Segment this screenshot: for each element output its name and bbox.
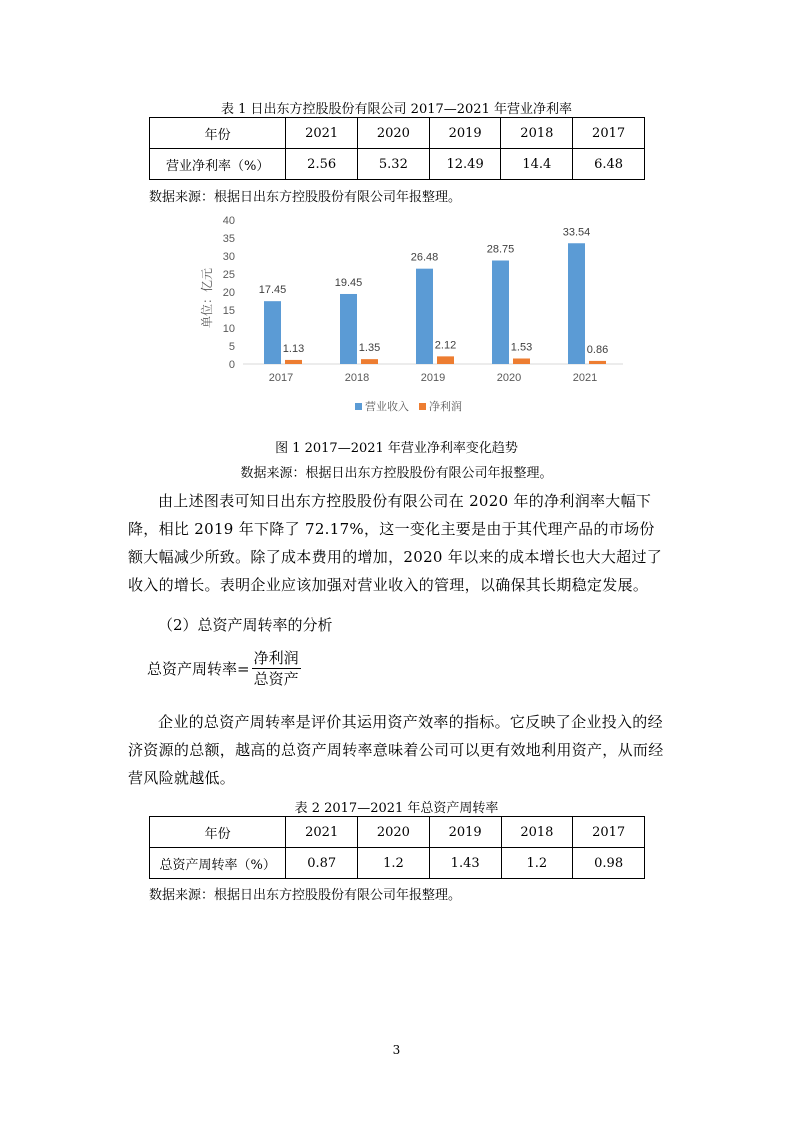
table1-cell: 2.56 — [286, 149, 358, 180]
legend-swatch-revenue — [355, 403, 362, 410]
bar-revenue — [340, 294, 357, 364]
bar-revenue — [568, 243, 585, 364]
table2 — [149, 816, 645, 879]
y-tick-label: 20 — [222, 287, 235, 299]
legend — [355, 399, 462, 413]
y-axis-label: 单位：亿元 — [200, 267, 214, 329]
table2-cell: 1.2 — [501, 848, 573, 879]
legend-label-revenue: 营业收入 — [365, 401, 409, 413]
x-tick-label: 2018 — [344, 372, 370, 384]
table1-header-row — [150, 118, 645, 149]
x-axis-ticks — [269, 372, 597, 384]
bar-net-profit — [437, 356, 454, 364]
bar-chart — [195, 210, 635, 420]
y-tick-label: 40 — [222, 215, 235, 227]
table2-cell: 1.2 — [358, 848, 430, 879]
bar-net-profit — [589, 361, 606, 364]
bars — [259, 226, 608, 364]
table1-header-cell: 2018 — [501, 118, 573, 149]
data-label: 19.45 — [334, 276, 363, 289]
figure1-source: 数据来源：根据日出东方控股股份有限公司年报整理。 — [240, 466, 553, 481]
bar-revenue — [416, 269, 433, 364]
table2-header-cell: 2020 — [358, 817, 430, 848]
table2-data-row — [150, 848, 645, 879]
table1 — [149, 117, 645, 180]
formula-numerator: 净利润 — [253, 649, 299, 667]
table2-source: 数据来源：根据日出东方控股股份有限公司年报整理。 — [149, 888, 462, 903]
y-tick-label: 0 — [228, 359, 235, 371]
bar-revenue — [264, 301, 281, 364]
table1-header-cell: 2017 — [573, 118, 645, 149]
table2-cell: 0.87 — [286, 848, 358, 879]
table2-cell: 0.98 — [573, 848, 645, 879]
legend-label-net-profit: 净利润 — [429, 401, 462, 413]
table2-header-cell: 2018 — [501, 817, 573, 848]
y-tick-label: 35 — [222, 233, 235, 245]
bar-revenue — [492, 261, 509, 365]
data-label: 1.13 — [282, 342, 305, 355]
table2-cell: 总资产周转率（%） — [150, 848, 286, 879]
table2-header-cell: 2017 — [573, 817, 645, 848]
table1-header-cell: 2020 — [358, 118, 430, 149]
table1-cell: 14.4 — [501, 149, 573, 180]
x-tick-label: 2021 — [572, 372, 598, 384]
page-number: 3 — [392, 1043, 401, 1057]
data-label: 26.48 — [410, 251, 439, 264]
formula-denominator: 总资产 — [253, 670, 299, 688]
figure1-caption: 图 1 2017—2021 年营业净利率变化趋势 — [275, 441, 518, 456]
section-heading: （2）总资产周转率的分析 — [158, 616, 333, 634]
y-tick-label: 15 — [222, 305, 235, 317]
table2-cell: 1.43 — [429, 848, 501, 879]
data-label: 33.54 — [562, 226, 591, 239]
legend-swatch-net-profit — [419, 403, 426, 410]
table1-header-cell: 2021 — [286, 118, 358, 149]
formula-fraction — [252, 648, 301, 689]
data-label: 1.53 — [510, 341, 533, 354]
table2-header-cell: 2019 — [429, 817, 501, 848]
table1-cell: 5.32 — [358, 149, 430, 180]
y-tick-label: 5 — [228, 341, 235, 353]
paragraph-2: 企业的总资产周转率是评价其运用资产效率的指标。它反映了企业投入的经济资源的总额，越高的总资产周转率意味着公司可以更有效地利用资产，从而经营风险就越低。 — [128, 713, 664, 787]
paragraph-1: 由上述图表可知日出东方控股股份有限公司在 2020 年的净利润率大幅下降，相比 2019 年下降了 72.17%，这一变化主要是由于其代理产品的市场份额大幅减少所致。除了成本费用的增加，2020 年以来的成本增长也大大超过了收入的增长。表明企业应该加强对营业收入的管理，以确保其长期稳定发展。 — [128, 492, 663, 594]
table1-cell: 6.48 — [573, 149, 645, 180]
table1-cell: 12.49 — [429, 149, 501, 180]
y-tick-label: 30 — [222, 251, 235, 263]
data-label: 0.86 — [586, 343, 609, 356]
table2-header-cell: 2021 — [286, 817, 358, 848]
data-label: 1.35 — [358, 342, 381, 355]
bar-net-profit — [361, 359, 378, 364]
x-tick-label: 2019 — [420, 372, 446, 384]
formula-lhs: 总资产周转率= — [147, 660, 250, 678]
table1-header-cell: 2019 — [429, 118, 501, 149]
table2-header-row — [150, 817, 645, 848]
y-tick-label: 10 — [222, 323, 235, 335]
table1-caption: 表 1 日出东方控股股份有限公司 2017—2021 年营业净利率 — [221, 102, 572, 117]
y-axis-ticks — [223, 215, 235, 371]
table1-header-cell: 年份 — [150, 118, 286, 149]
x-tick-label: 2017 — [268, 372, 294, 384]
data-label: 28.75 — [486, 243, 515, 256]
bar-net-profit — [513, 358, 530, 364]
table2-header-cell: 年份 — [150, 817, 286, 848]
bar-net-profit — [285, 360, 302, 364]
table1-data-row — [150, 149, 645, 180]
y-tick-label: 25 — [222, 269, 235, 281]
table2-caption: 表 2 2017—2021 年总资产周转率 — [294, 801, 499, 816]
data-label: 17.45 — [258, 284, 287, 297]
x-tick-label: 2020 — [496, 372, 522, 384]
data-label: 2.12 — [434, 339, 457, 352]
table1-cell: 营业净利率（%） — [150, 149, 286, 180]
table1-source: 数据来源：根据日出东方控股股份有限公司年报整理。 — [149, 190, 462, 205]
formula — [147, 648, 301, 689]
